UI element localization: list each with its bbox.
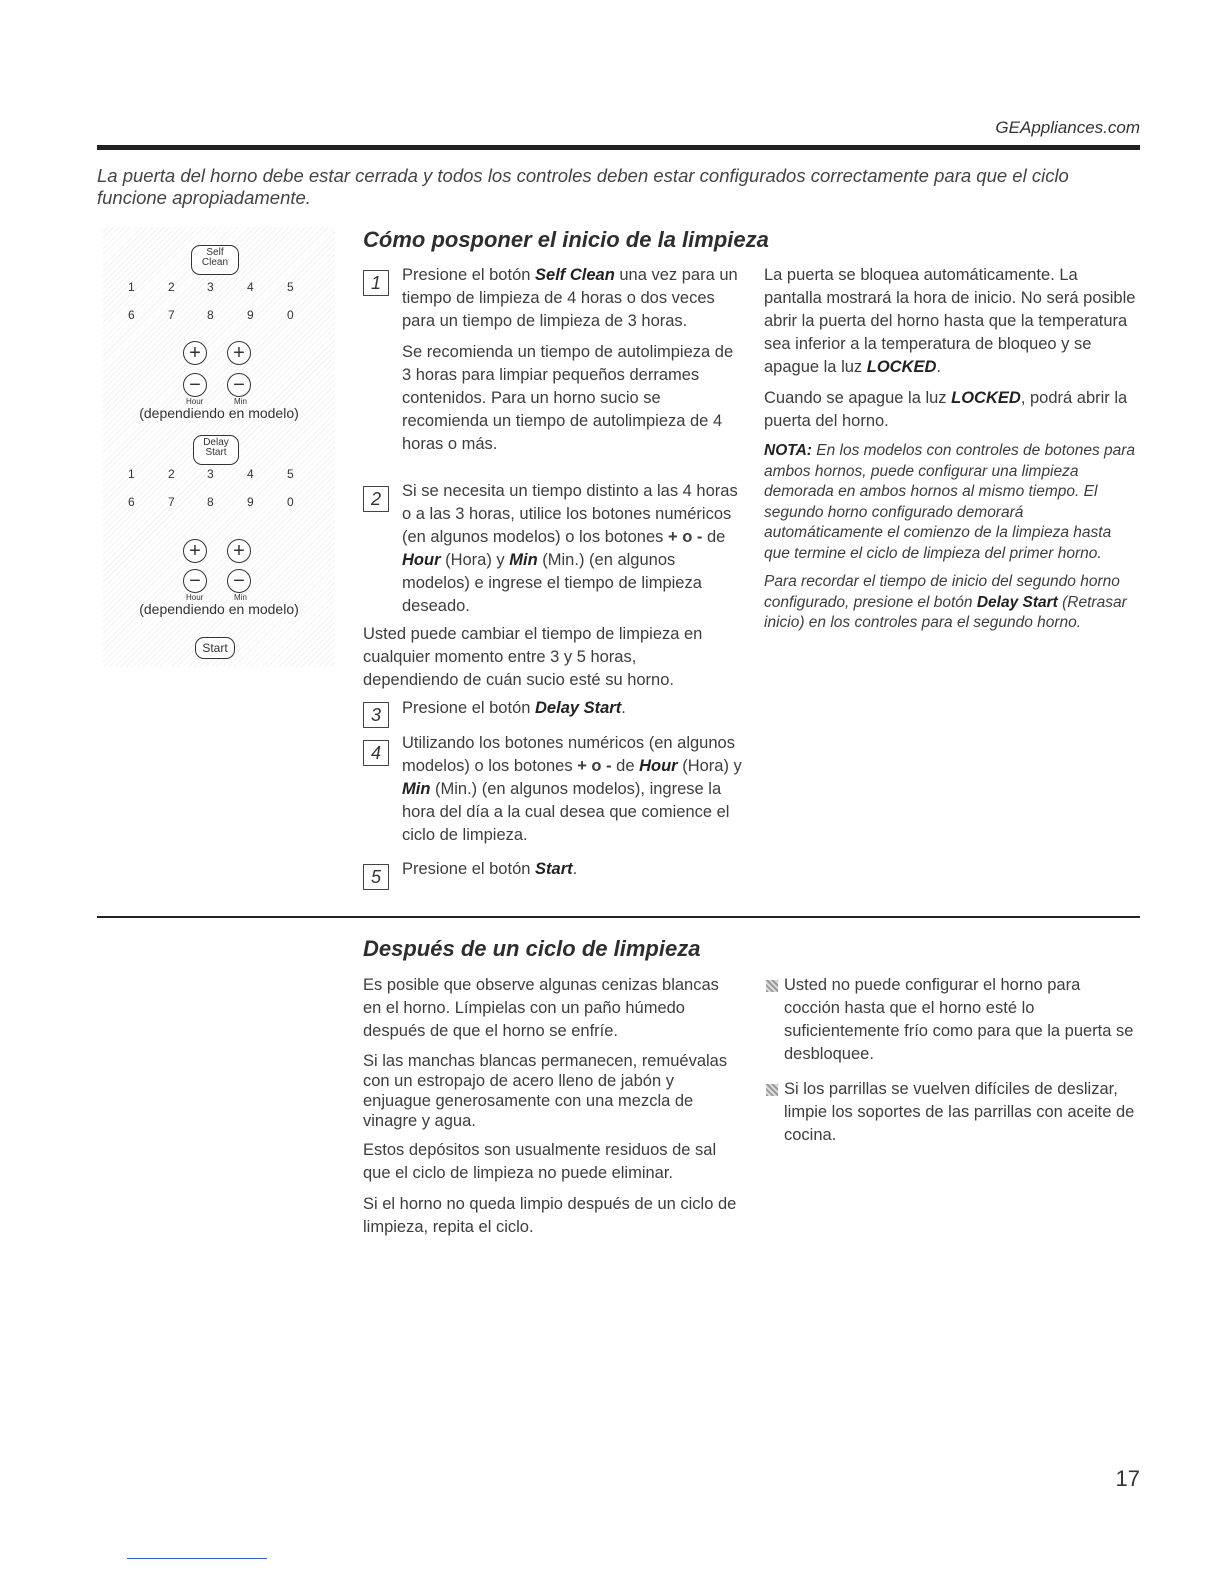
step-2: Si se necesita un tiempo distinto a las 4 horas o a las 3 horas, utilice los botones numéricos (en algunos modelos) o los botones + o - de Hour (Hora) y Min (Min.) (en algunos modelos) e ingrese el tiempo de limpieza deseado.: [402, 482, 738, 615]
min-minus-key: −: [227, 373, 251, 397]
key-6: 6: [128, 308, 135, 322]
after-p1: Es posible que observe algunas cenizas blancas en el horno. Límpielas con un paño húmedo después de que el horno se enfríe.: [363, 976, 719, 1040]
footer-line: [127, 1558, 267, 1559]
key-5: 5: [287, 467, 294, 481]
hour-plus-key-2: +: [183, 539, 207, 563]
nota: NOTA: En los modelos con controles de botones para ambos hornos, puede configurar una limpieza demorada en ambos hornos al mismo tiempo. El segundo horno configurado demorará automáticamente el comienzo de la limpieza hasta que termine el ciclo de limpieza del primer horno.: [764, 442, 1136, 562]
hour-minus-key: −: [183, 373, 207, 397]
key-4: 4: [247, 280, 254, 294]
step-1-extra: Se recomienda un tiempo de autolimpieza de 3 horas para limpiar pequeños derrames contenidos. Para un horno sucio se recomienda un tiempo de autolimpieza de 4 horas o más.: [402, 343, 734, 453]
step-5-number: 5: [363, 864, 389, 890]
step-1: Presione el botón Self Clean una vez para un tiempo de limpieza de 4 horas o dos veces para un tiempo de limpieza de 3 horas. Se recomienda un tiempo de autolimpieza de 3 horas para limpiar pequeños derrames contenidos. Para un horno sucio se recomienda un tiempo de autolimpieza de 4 horas o más.: [402, 264, 742, 456]
lock-info: La puerta se bloquea automáticamente. La pantalla mostrará la hora de inicio. No será posible abrir la puerta del horno hasta que la temperatura sea inferior a la temperatura de bloqueo y se apague la luz LOCKED. Cuando se apague la luz LOCKED, podrá abrir la puerta del horno. NOTA: En los modelos con controles de botones para ambos hornos, puede configurar una limpieza demorada en ambos hornos al mismo tiempo. El segundo horno configurado demorará automáticamente el comienzo de la limpieza hasta que termine el ciclo de limpieza del primer horno. Para recordar el tiempo de inicio del segundo horno configurado, presione el botón Delay Start (Retrasar inicio) en los controles para el segundo horno.: [764, 264, 1140, 634]
section-title-delay-clean: Cómo posponer el inicio de la limpieza: [363, 227, 769, 252]
min-plus-key-2: +: [227, 539, 251, 563]
key-9: 9: [247, 495, 254, 509]
key-6: 6: [128, 495, 135, 509]
self-clean-key-line2: Clean: [201, 257, 229, 268]
after-p4: Si el horno no queda limpio después de un ciclo de limpieza, repita el ciclo.: [363, 1195, 737, 1236]
delay-start-key-line1: Delay: [203, 437, 229, 448]
self-clean-key: [191, 245, 239, 275]
key-3: 3: [207, 280, 214, 294]
hour-label: Hour: [186, 397, 204, 406]
key-8: 8: [207, 495, 214, 509]
bullet-2: Si los parrillas se vuelven difíciles de deslizar, limpie los soportes de las parrillas con aceite de cocina.: [784, 1080, 1135, 1144]
key-2: 2: [168, 280, 175, 294]
key-1: 1: [128, 467, 135, 481]
after-p3: Estos depósitos son usualmente residuos de sal que el ciclo de limpieza no puede eliminar.: [363, 1141, 717, 1182]
model-note-2: (dependiendo en modelo): [139, 601, 299, 617]
key-2: 2: [168, 467, 175, 481]
site-url: GEAppliances.com: [995, 118, 1140, 137]
model-note-1: (dependiendo en modelo): [139, 405, 299, 421]
hour-plus-key: +: [183, 341, 207, 365]
key-0: 0: [287, 495, 294, 509]
key-1: 1: [128, 280, 135, 294]
step-2-number: 2: [363, 486, 389, 512]
bullet-1: Usted no puede configurar el horno para cocción hasta que el horno esté lo suficientemente frío como para que la puerta se desbloquee.: [784, 976, 1134, 1063]
hour-label-2: Hour: [186, 593, 204, 602]
step-4: Utilizando los botones numéricos (en algunos modelos) o los botones + o - de Hour (Hora) y Min (Min.) (en algunos modelos), ingrese la hora del día a la cual desea que comience el ciclo de limpieza.: [402, 734, 742, 844]
mid-divider: [97, 916, 1140, 918]
min-plus-key: +: [227, 341, 251, 365]
key-7: 7: [168, 308, 175, 322]
after-p2: Si las manchas blancas permanecen, remuévalas con un estropajo de acero lleno de jabón y enjuague generosamente con una mezcla de vinagre y agua.: [363, 1052, 728, 1130]
step-1-number: 1: [363, 270, 389, 296]
key-4: 4: [247, 467, 254, 481]
bullet-icon: [766, 1084, 778, 1096]
min-label-2: Min: [234, 593, 247, 602]
control-panel-illustration: [103, 227, 335, 667]
bullet-icon: [766, 980, 778, 992]
delay-start-key-line2: Start: [205, 447, 227, 458]
key-5: 5: [287, 280, 294, 294]
key-0: 0: [287, 308, 294, 322]
min-label: Min: [234, 397, 247, 406]
intro-text: La puerta del horno debe estar cerrada y todos los controles deben estar configurados correctamente para que el ciclo funcione apropiadamente.: [97, 165, 1069, 208]
hour-minus-key-2: −: [183, 569, 207, 593]
step-4-number: 4: [363, 740, 389, 766]
start-key: Start: [195, 637, 235, 659]
step-3: Presione el botón Delay Start.: [402, 699, 626, 717]
top-divider: [97, 145, 1140, 150]
key-3: 3: [207, 467, 214, 481]
page-number: 17: [1115, 1466, 1140, 1491]
after-clean-left: [363, 974, 741, 1239]
self-clean-key-line1: Self: [206, 247, 224, 258]
delay-start-key: [193, 435, 239, 465]
time-change-note: Usted puede cambiar el tiempo de limpieza en cualquier momento entre 3 y 5 horas, dependiendo de cuán sucio esté su horno.: [363, 625, 703, 689]
min-minus-key-2: −: [227, 569, 251, 593]
step-3-number: 3: [363, 702, 389, 728]
reminder-note: Para recordar el tiempo de inicio del segundo horno configurado, presione el botón Delay Start (Retrasar inicio) en los controles para el segundo horno.: [764, 573, 1127, 631]
step-5: Presione el botón Start.: [402, 860, 578, 878]
key-8: 8: [207, 308, 214, 322]
section-title-after-clean: Después de un ciclo de limpieza: [363, 936, 701, 961]
key-7: 7: [168, 495, 175, 509]
key-9: 9: [247, 308, 254, 322]
